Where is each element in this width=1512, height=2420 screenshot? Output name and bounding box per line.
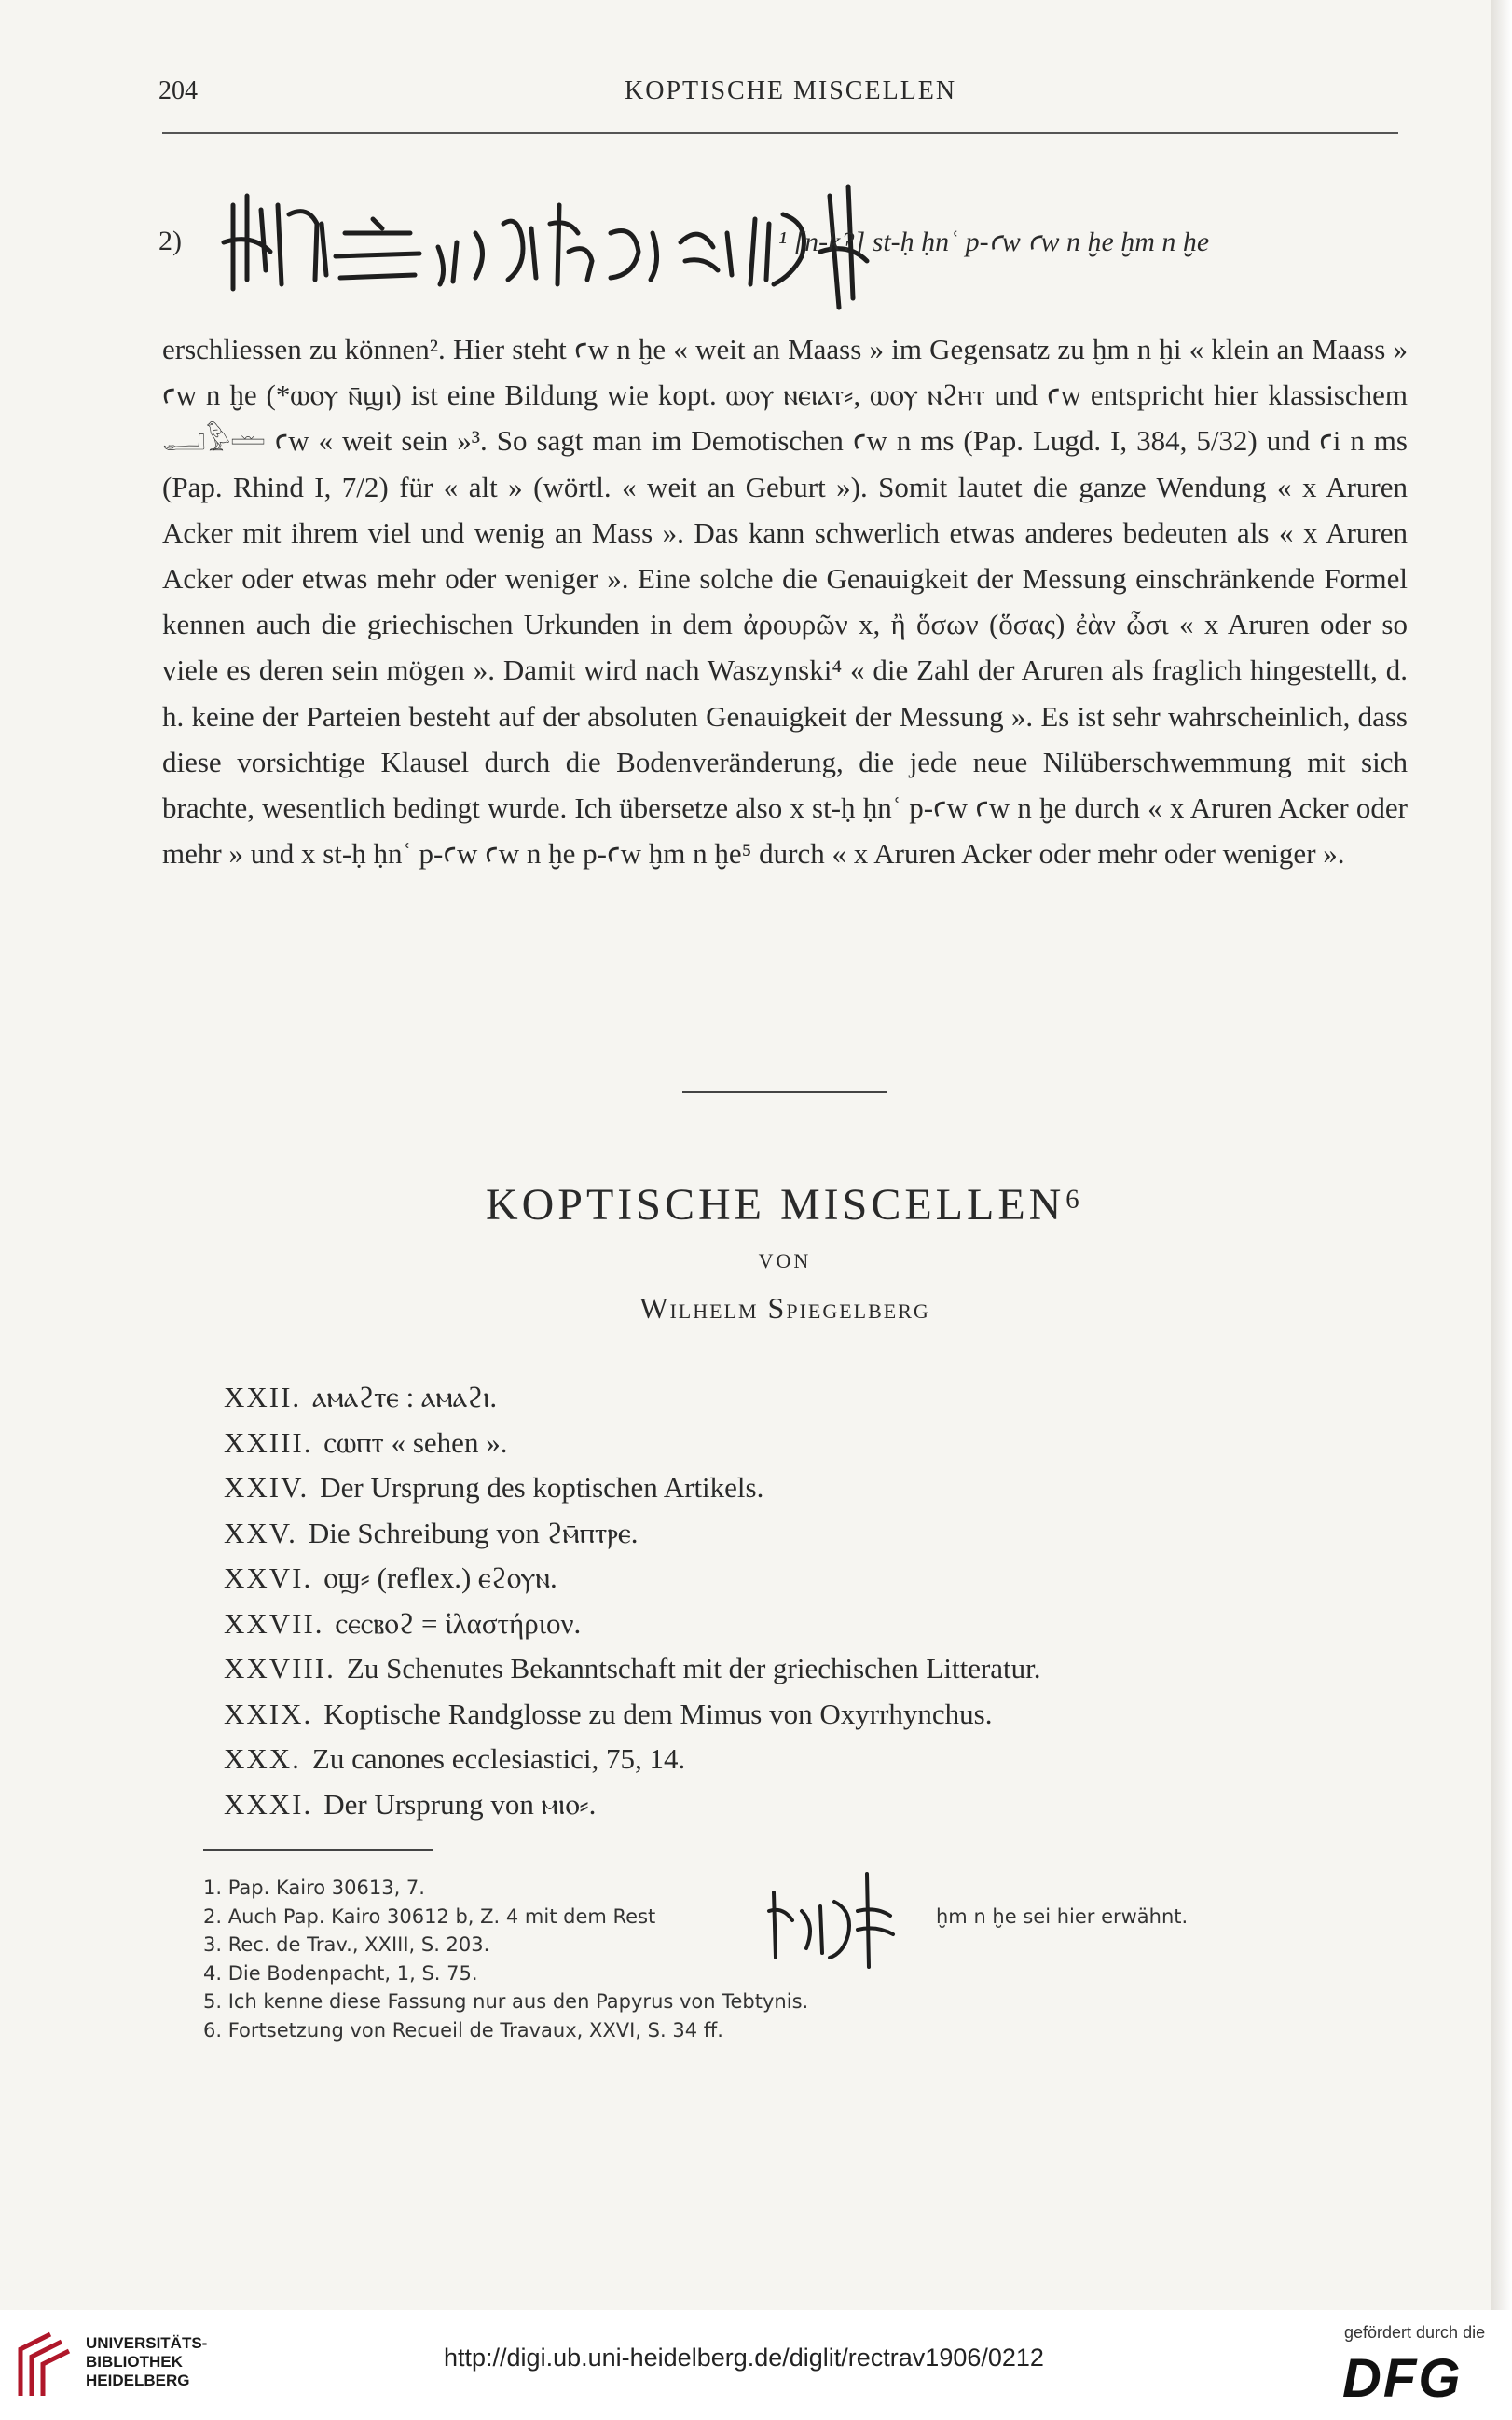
funder-label: gefördert durch die <box>1344 2323 1486 2342</box>
toc-number: XXVII. <box>224 1606 324 1640</box>
toc-number: XXV. <box>224 1516 297 1549</box>
toc-item <box>224 1511 1398 1557</box>
article-author: Wilhelm Spiegelberg <box>639 1291 930 1325</box>
toc-item <box>224 1782 1398 1828</box>
toc-item <box>224 1692 1398 1738</box>
footnote <box>203 1987 1415 2016</box>
toc-item <box>224 1737 1398 1782</box>
article-byline-von: VON <box>758 1249 812 1272</box>
toc-item <box>224 1556 1398 1602</box>
footnote <box>203 2016 1415 2045</box>
toc-item <box>224 1375 1398 1421</box>
toc-number: XXIV. <box>224 1471 309 1504</box>
library-name-line: BIBLIOTHEK <box>86 2353 183 2371</box>
library-name-line: UNIVERSITÄTS- <box>86 2334 208 2352</box>
body-paragraph: erschliessen zu können². Hier steht ꜥw n ḫe « weit an Maass » im Gegensatz zu ḫm n ḫi « klein an Maass » ꜥw n ḫe (*ⲱⲟⲩ ⲛ̄ϣⲓ) ist eine Bildung wie kopt. ⲱⲟⲩ ⲛⲉⲓⲁⲧ⸗, ⲱⲟⲩ ⲛϩⲏⲧ und ꜥw entspricht hier klassischem 𓂝𓅱𓏛 ꜥw « weit sein »³. So sagt man im Demotischen ꜥw n ms (Pap. Lugd. I, 384, 5/32) und ꜥi n ms (Pap. Rhind I, 7/2) für « alt » (wörtl. « weit an Geburt »). Somit lautet die ganze Wendung « x Aruren Acker mit ihrem viel und wenig an Mass ». Das kann schwerlich etwas anderes bedeuten als « x Aruren Acker oder etwas mehr oder weniger ». Eine solche die Genauigkeit der Messung einschränkende Formel kennen auch die griechischen Urkunden in dem ἀρουρῶν x, ἢ ὅσων (ὅσας) ἐὰν ὦσι « x Aruren oder so viele es deren sein mögen ». Damit wird nach Waszynski⁴ « die Zahl der Aruren als fraglich hingestellt, d. h. keine der Parteien besteht auf der absoluten Genauigkeit der Messung ». Es ist sehr wahrscheinlich, dass diese vorsichtige Klausel durch die Bodenveränderung, die jede neue Nilüberschwemmung mit sich brachte, wesentlich bedingt wurde. Ich übersetze also x st-ḥ ḥnʿ p-ꜥw ꜥw n ḫe durch « x Aruren Acker oder mehr » und x st-ḥ ḥnʿ p-ꜥw ꜥw n ḫe p-ꜥw ḫm n ḫe⁵ durch « x Aruren Acker oder mehr oder weniger ». <box>162 333 1408 871</box>
example-number: 2) <box>158 226 182 256</box>
toc-text: Zu canones ecclesiastici, 75, 14. <box>311 1742 686 1775</box>
library-name-line: HEIDELBERG <box>86 2372 190 2389</box>
running-head <box>158 73 1408 119</box>
table-of-contents <box>224 1375 1398 1827</box>
demotic-example <box>158 168 1408 317</box>
footnote-text: 6. Fortsetzung von Recueil de Travaux, XXVI, S. 34 ff. <box>203 2018 723 2042</box>
header-rule <box>162 132 1398 134</box>
library-name <box>86 2334 207 2390</box>
toc-number: XXXI. <box>224 1787 313 1821</box>
footnote-continuation: ḫm n ḫe sei hier erwähnt. <box>936 1904 1189 1928</box>
toc-text: Die Schreibung von ϩⲙ̄ⲡⲧⲣⲉ. <box>308 1516 639 1549</box>
toc-text: Koptische Randglosse zu dem Mimus von Oxyrrhynchus. <box>323 1697 993 1730</box>
toc-text: ⲟϣ⸗ (reflex.) ⲉϩⲟⲩⲛ. <box>323 1561 557 1594</box>
toc-item <box>224 1421 1398 1466</box>
footnote-text: 3. Rec. de Trav., XXIII, S. 203. <box>203 1933 490 1956</box>
toc-text: ⲁⲙⲁϩⲧⲉ : ⲁⲙⲁϩⲓ. <box>312 1381 498 1413</box>
toc-item <box>224 1602 1398 1647</box>
footnote-demotic-image <box>764 1864 904 1976</box>
footnote-text: 5. Ich kenne diese Fassung nur aus den Papyrus von Tebtynis. <box>203 1990 809 2013</box>
body-text <box>162 326 1408 876</box>
permalink[interactable]: http://digi.ub.uni-heidelberg.de/diglit/rectrav1906/0212 <box>444 2344 1044 2372</box>
transliteration: ¹ [n-k?] st-ḥ ḥnʿ p-ꜥw ꜥw n ḫe ḫm n ḫe <box>778 227 1210 257</box>
dfg-logo: DFG <box>1342 2348 1463 2409</box>
footnote-rule <box>203 1849 433 1851</box>
toc-number: XXVI. <box>224 1561 313 1594</box>
toc-item <box>224 1646 1398 1692</box>
toc-text: Der Ursprung von ⲙⲓⲟ⸗. <box>323 1787 597 1821</box>
toc-text: Zu Schenutes Bekanntschaft mit der griechischen Litteratur. <box>346 1652 1041 1684</box>
toc-number: XXII. <box>224 1381 302 1413</box>
toc-text: ⲥⲱⲡⲧ « sehen ». <box>323 1425 508 1459</box>
toc-number: XXIII. <box>224 1425 313 1459</box>
footnote-text: 1. Pap. Kairo 30613, 7. <box>203 1877 425 1899</box>
page-number: 204 <box>158 76 198 105</box>
footnote-text: 4. Die Bodenpacht, 1, S. 75. <box>203 1961 478 1985</box>
toc-number: XXX. <box>224 1742 301 1775</box>
toc-item <box>224 1465 1398 1511</box>
page-edge <box>1491 0 1512 2310</box>
section-separator <box>682 1091 887 1093</box>
article-title: KOPTISCHE MISCELLEN⁶ <box>485 1180 1085 1230</box>
toc-number: XXVIII. <box>224 1652 336 1684</box>
university-library-logo-icon <box>13 2331 73 2398</box>
toc-text: ⲥⲉⲥⲃⲟϩ = ἱλαστήριον. <box>335 1606 582 1640</box>
toc-text: Der Ursprung des koptischen Artikels. <box>320 1471 764 1504</box>
toc-number: XXIX. <box>224 1697 313 1730</box>
running-title: KOPTISCHE MISCELLEN <box>625 76 957 105</box>
footer-bar <box>0 2310 1512 2420</box>
footnote-text: 2. Auch Pap. Kairo 30612 b, Z. 4 mit dem Rest <box>203 1904 656 1928</box>
